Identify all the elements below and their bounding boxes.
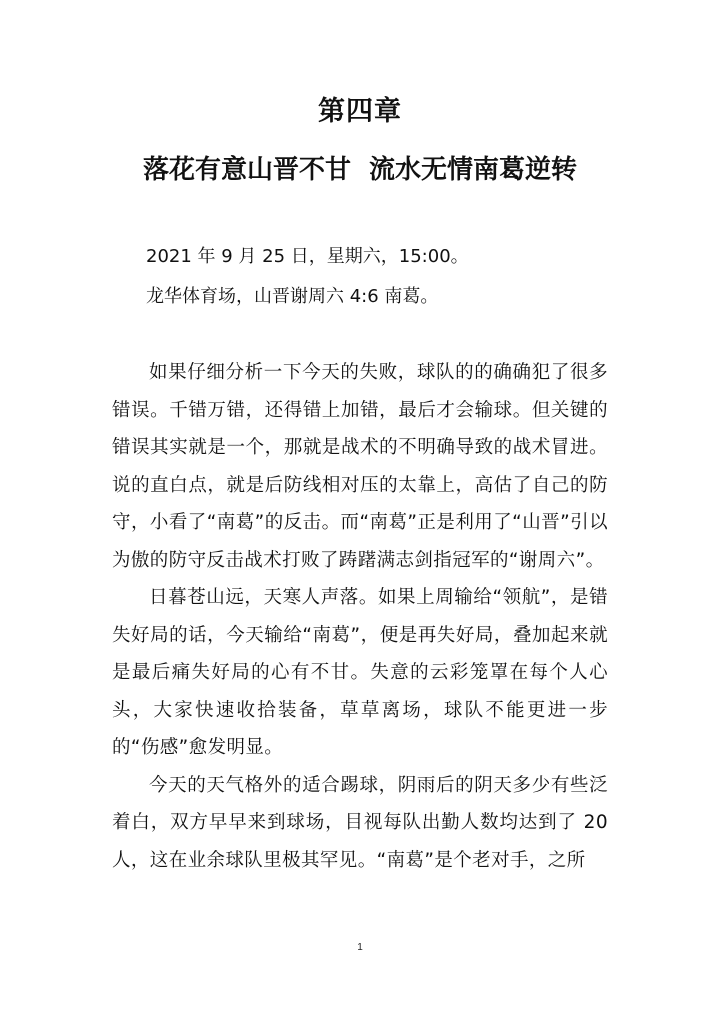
- body-text: [112, 354, 608, 879]
- page-number: 1: [357, 942, 363, 953]
- paragraph: 今天的天气格外的适合踢球，阴雨后的阴天多少有些泛着白，双方早早来到球场，目视每队出勤人数均达到了 20 人，这在业余球队里极其罕见。“南葛”是个老对手，之所: [112, 774, 608, 871]
- paragraph: 如果仔细分析一下今天的失败，球队的的确确犯了很多错误。千错万错，还得错上加错，最后才会输球。但关键的错误其实就是一个，那就是战术的不明确导致的战术冒进。说的直白点，就是后防线相对压的太靠上，高估了自己的防守，小看了“南葛”的反击。而“南葛”正是利用了“山晋”引以为傲的防守反击战术打败了踌躇满志剑指冠军的“谢周六”。: [112, 362, 608, 571]
- paragraph: 日暮苍山远，天寒人声落。如果上周输给“领航”，是错失好局的话，今天输给“南葛”，便是再失好局，叠加起来就是最后痛失好局的心有不甘。失意的云彩笼罩在每个人心头，大家快速收拾装备，草草离场，球队不能更进一步的“伤感”愈发明显。: [112, 587, 608, 758]
- chapter-number: 第四章: [318, 96, 402, 127]
- chapter-title: 落花有意山晋不甘 流水无情南葛逆转: [142, 155, 578, 185]
- match-date-line: 2021 年 9 月 25 日，星期六，15:00。: [146, 246, 469, 267]
- match-score-line: 龙华体育场，山晋谢周六 4:6 南葛。: [146, 286, 439, 307]
